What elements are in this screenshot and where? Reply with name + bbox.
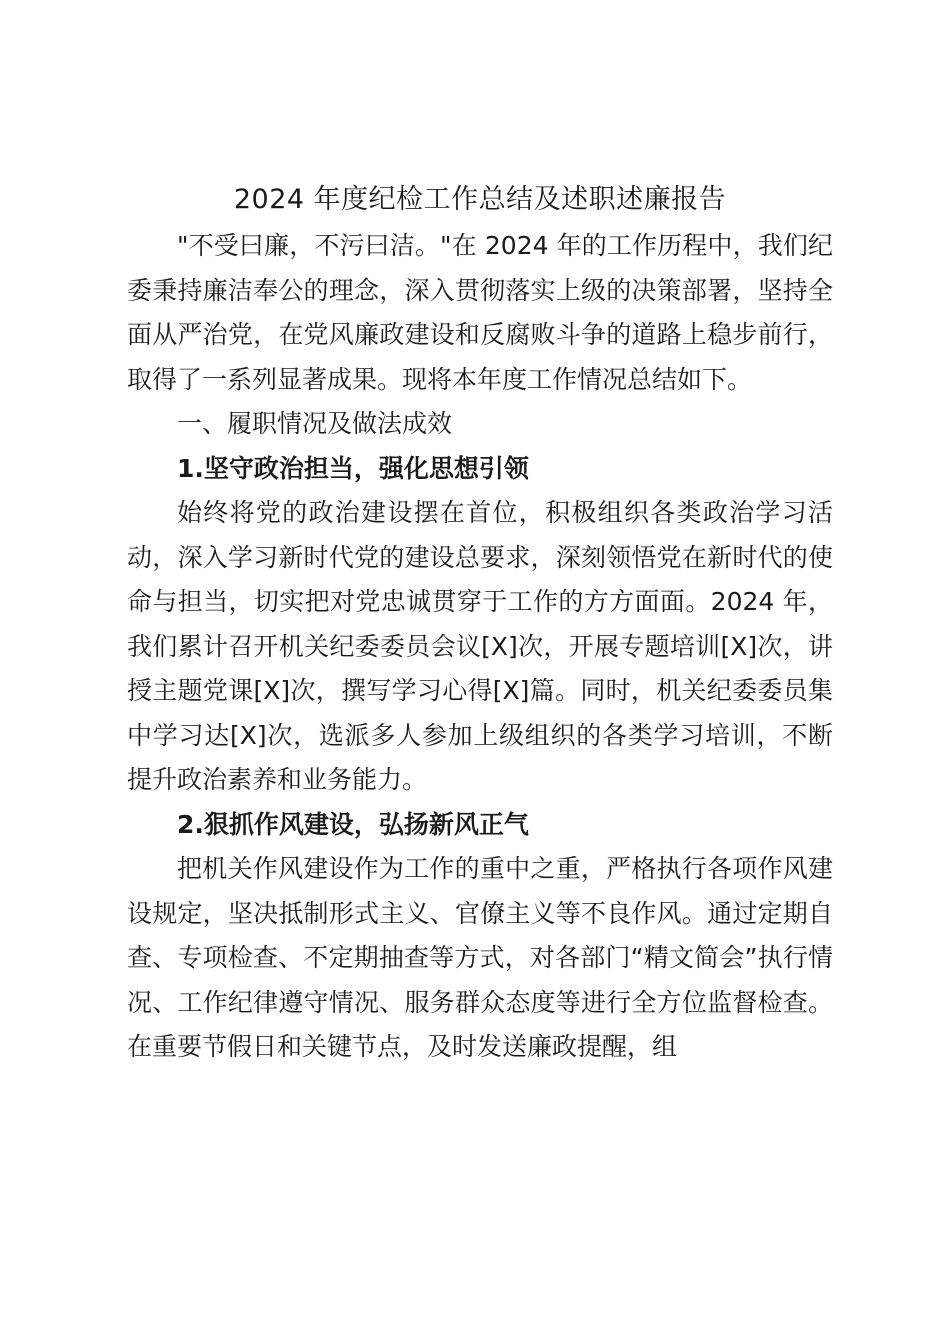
- subsection-body-1: 始终将党的政治建设摆在首位，积极组织各类政治学习活动，深入学习新时代党的建设总要求，深刻领悟党在新时代的使命与担当，切实把对党忠诚贯穿于工作的方方面面。2024 年，我们累计召开机关纪委委员会议[X]次，开展专题培训[X]次，讲授主题党课[X]次，撰写学习心得[X]篇。同时，机关纪委委员集中学习达[X]次，选派多人参加上级组织的各类学习培训，不断提升政治素养和业务能力。: [127, 498, 833, 794]
- section-heading-1: 一、履职情况及做法成效: [177, 409, 453, 438]
- document-title: 2024 年度纪检工作总结及述职述廉报告: [233, 184, 727, 215]
- document-page: [127, 176, 833, 1070]
- subsection-body-2: 把机关作风建设作为工作的重中之重，严格执行各项作风建设规定，坚决抵制形式主义、官僚主义等不良作风。通过定期自查、专项检查、不定期抽查等方式，对各部门“精文简会”执行情况、工作纪律遵守情况、服务群众态度等进行全方位监督检查。在重要节假日和关键节点，及时发送廉政提醒，组: [127, 854, 833, 1061]
- subsection-heading-2: 2.狠抓作风建设，弘扬新风正气: [177, 809, 529, 839]
- subsection-heading-1: 1.坚守政治担当，强化思想引领: [177, 453, 529, 483]
- intro-paragraph: "不受曰廉，不污曰洁。"在 2024 年的工作历程中，我们纪委秉持廉洁奉公的理念，深入贯彻落实上级的决策部署，坚持全面从严治党，在党风廉政建设和反腐败斗争的道路上稳步前行，取得了一系列显著成果。现将本年度工作情况总结如下。: [127, 231, 833, 394]
